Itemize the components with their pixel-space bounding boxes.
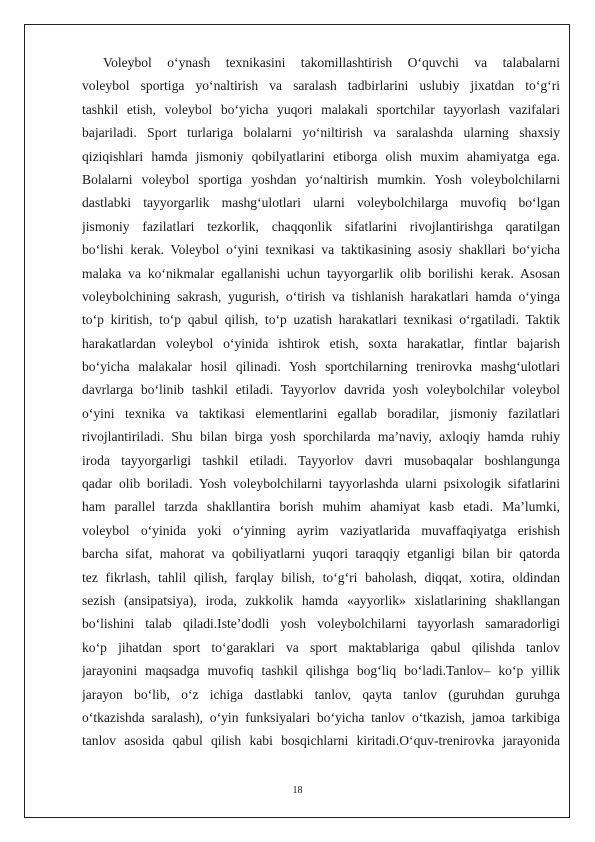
text-line: ham parallel tarzda shakllantira borish muhim ahamiyat kasb etadi. Ma’lumki, <box>82 499 560 515</box>
text-line: dastlabki tayyorgarlik mashg‘ulotlari ularni voleybolchilarga muvofiq bo‘lgan <box>82 195 560 211</box>
text-line: tanlov asosida qabul qilish kabi bosqichlarni kiritadi.O‘quv-trenirovka jarayonida <box>82 733 560 749</box>
text-line: qiziqishlari hamda jismoniy qobilyatlarini etiborga olish muxim ahamiyatga ega. <box>82 148 560 164</box>
text-line: tez fikrlash, tahlil qilish, farqlay bilish, to‘g‘ri baholash, diqqat, xotira, oldindan <box>82 569 560 585</box>
text-line: malaka va ko‘nikmalar egallanishi uchun tayyorgarlik olib borilishi kerak. Asosan <box>82 265 560 281</box>
text-line: ko‘p jihatdan sport to‘garaklari va sport maktablariga qabul qilishda tanlov <box>82 639 560 655</box>
text-line: iroda tayyorgarligi tashkil etiladi. Tayyorlov davri musobaqalar boshlangunga <box>82 452 560 468</box>
text-line: bajariladi. Sport turlariga bolalarni yo‘niltirish va saralashda ularning shaxsiy <box>82 125 560 141</box>
text-line: voleybolchining sakrash, yugurish, o‘tirish va tishlanish harakatlari hamda o‘yinga <box>82 288 560 304</box>
text-line: bo‘yicha malakalar hosil qilinadi. Yosh sportchilarning trenirovka mashg‘ulotlari <box>82 359 560 375</box>
text-line: harakatlardan voleybol o‘yinida ishtirok etish, soxta harakatlar, fintlar bajarish <box>82 335 560 351</box>
text-line: davrlarga bo‘linib tashkil etiladi. Tayyorlov davrida yosh voleybolchilar voleybol <box>82 382 560 398</box>
text-line: voleybol o‘yinida yoki o‘yinning ayrim vaziyatlarida muvaffaqiyatga erishish <box>82 522 560 538</box>
text-line: jarayon bo‘lib, o‘z ichiga dastlabki tanlov, qayta tanlov (guruhdan guruhga <box>82 686 560 702</box>
text-line: o‘tkazishda saralash), o‘yin funksiyalari bo‘yicha tanlov o‘tkazish, jamoa tarkibiga <box>82 709 560 725</box>
text-line: barcha sifat, mahorat va qobiliyatlarni yuqori taraqqiy etganligi bilan bir qatorda <box>82 546 560 562</box>
text-line: bo‘lishi kerak. Voleybol o‘yini texnikasi va taktikasining asosiy shakllari bo‘yicha <box>82 242 560 258</box>
text-line: sezish (ansipatsiya), iroda, zukkolik hamda «ayyorlik» xislatlarining shakllangan <box>82 592 560 608</box>
text-line: jismoniy fazilatlari tezkorlik, chaqqonlik sifatlarini rivojlantirishga qaratilgan <box>82 218 560 234</box>
body-text <box>82 51 560 753</box>
text-line: Bolalarni voleybol sportiga yoshdan yo‘naltirish mumkin. Yosh voleybolchilarni <box>82 171 560 187</box>
text-line: voleybol sportiga yo‘naltirish va saralash tadbirlarini uslubiy jixatdan to‘g‘ri <box>82 78 560 94</box>
text-line: tashkil etish, voleybol bo‘yicha yuqori malakali sportchilar tayyorlash vazifalari <box>82 101 560 117</box>
text-line: jarayonini maqsadga muvofiq tashkil qilishga bog‘liq bo‘ladi.Tanlov– ko‘p yillik <box>82 663 560 679</box>
text-line: qadar olib boriladi. Yosh voleybolchilarni tayyorlashda ularni psixologik sifatlarini <box>82 476 560 492</box>
text-line: to‘p kiritish, to‘p qabul qilish, to‘p uzatish harakatlari texnikasi o‘rgatiladi. Taktik <box>82 312 560 328</box>
text-line: o‘yini texnika va taktikasi elementlarini egallab boradilar, jismoniy fazilatlari <box>82 405 560 421</box>
page-number: 18 <box>292 785 303 796</box>
text-line: Voleybol o‘ynash texnikasini takomillashtirish O‘quvchi va talabalarni <box>103 55 560 70</box>
text-line: bo‘lishini talab qiladi.Iste’dodli yosh voleybolchilarni tayyorlash samaradorligi <box>82 616 560 632</box>
text-line: rivojlantiriladi. Shu bilan birga yosh sporchilarda ma’naviy, axloqiy hamda ruhiy <box>82 429 560 445</box>
